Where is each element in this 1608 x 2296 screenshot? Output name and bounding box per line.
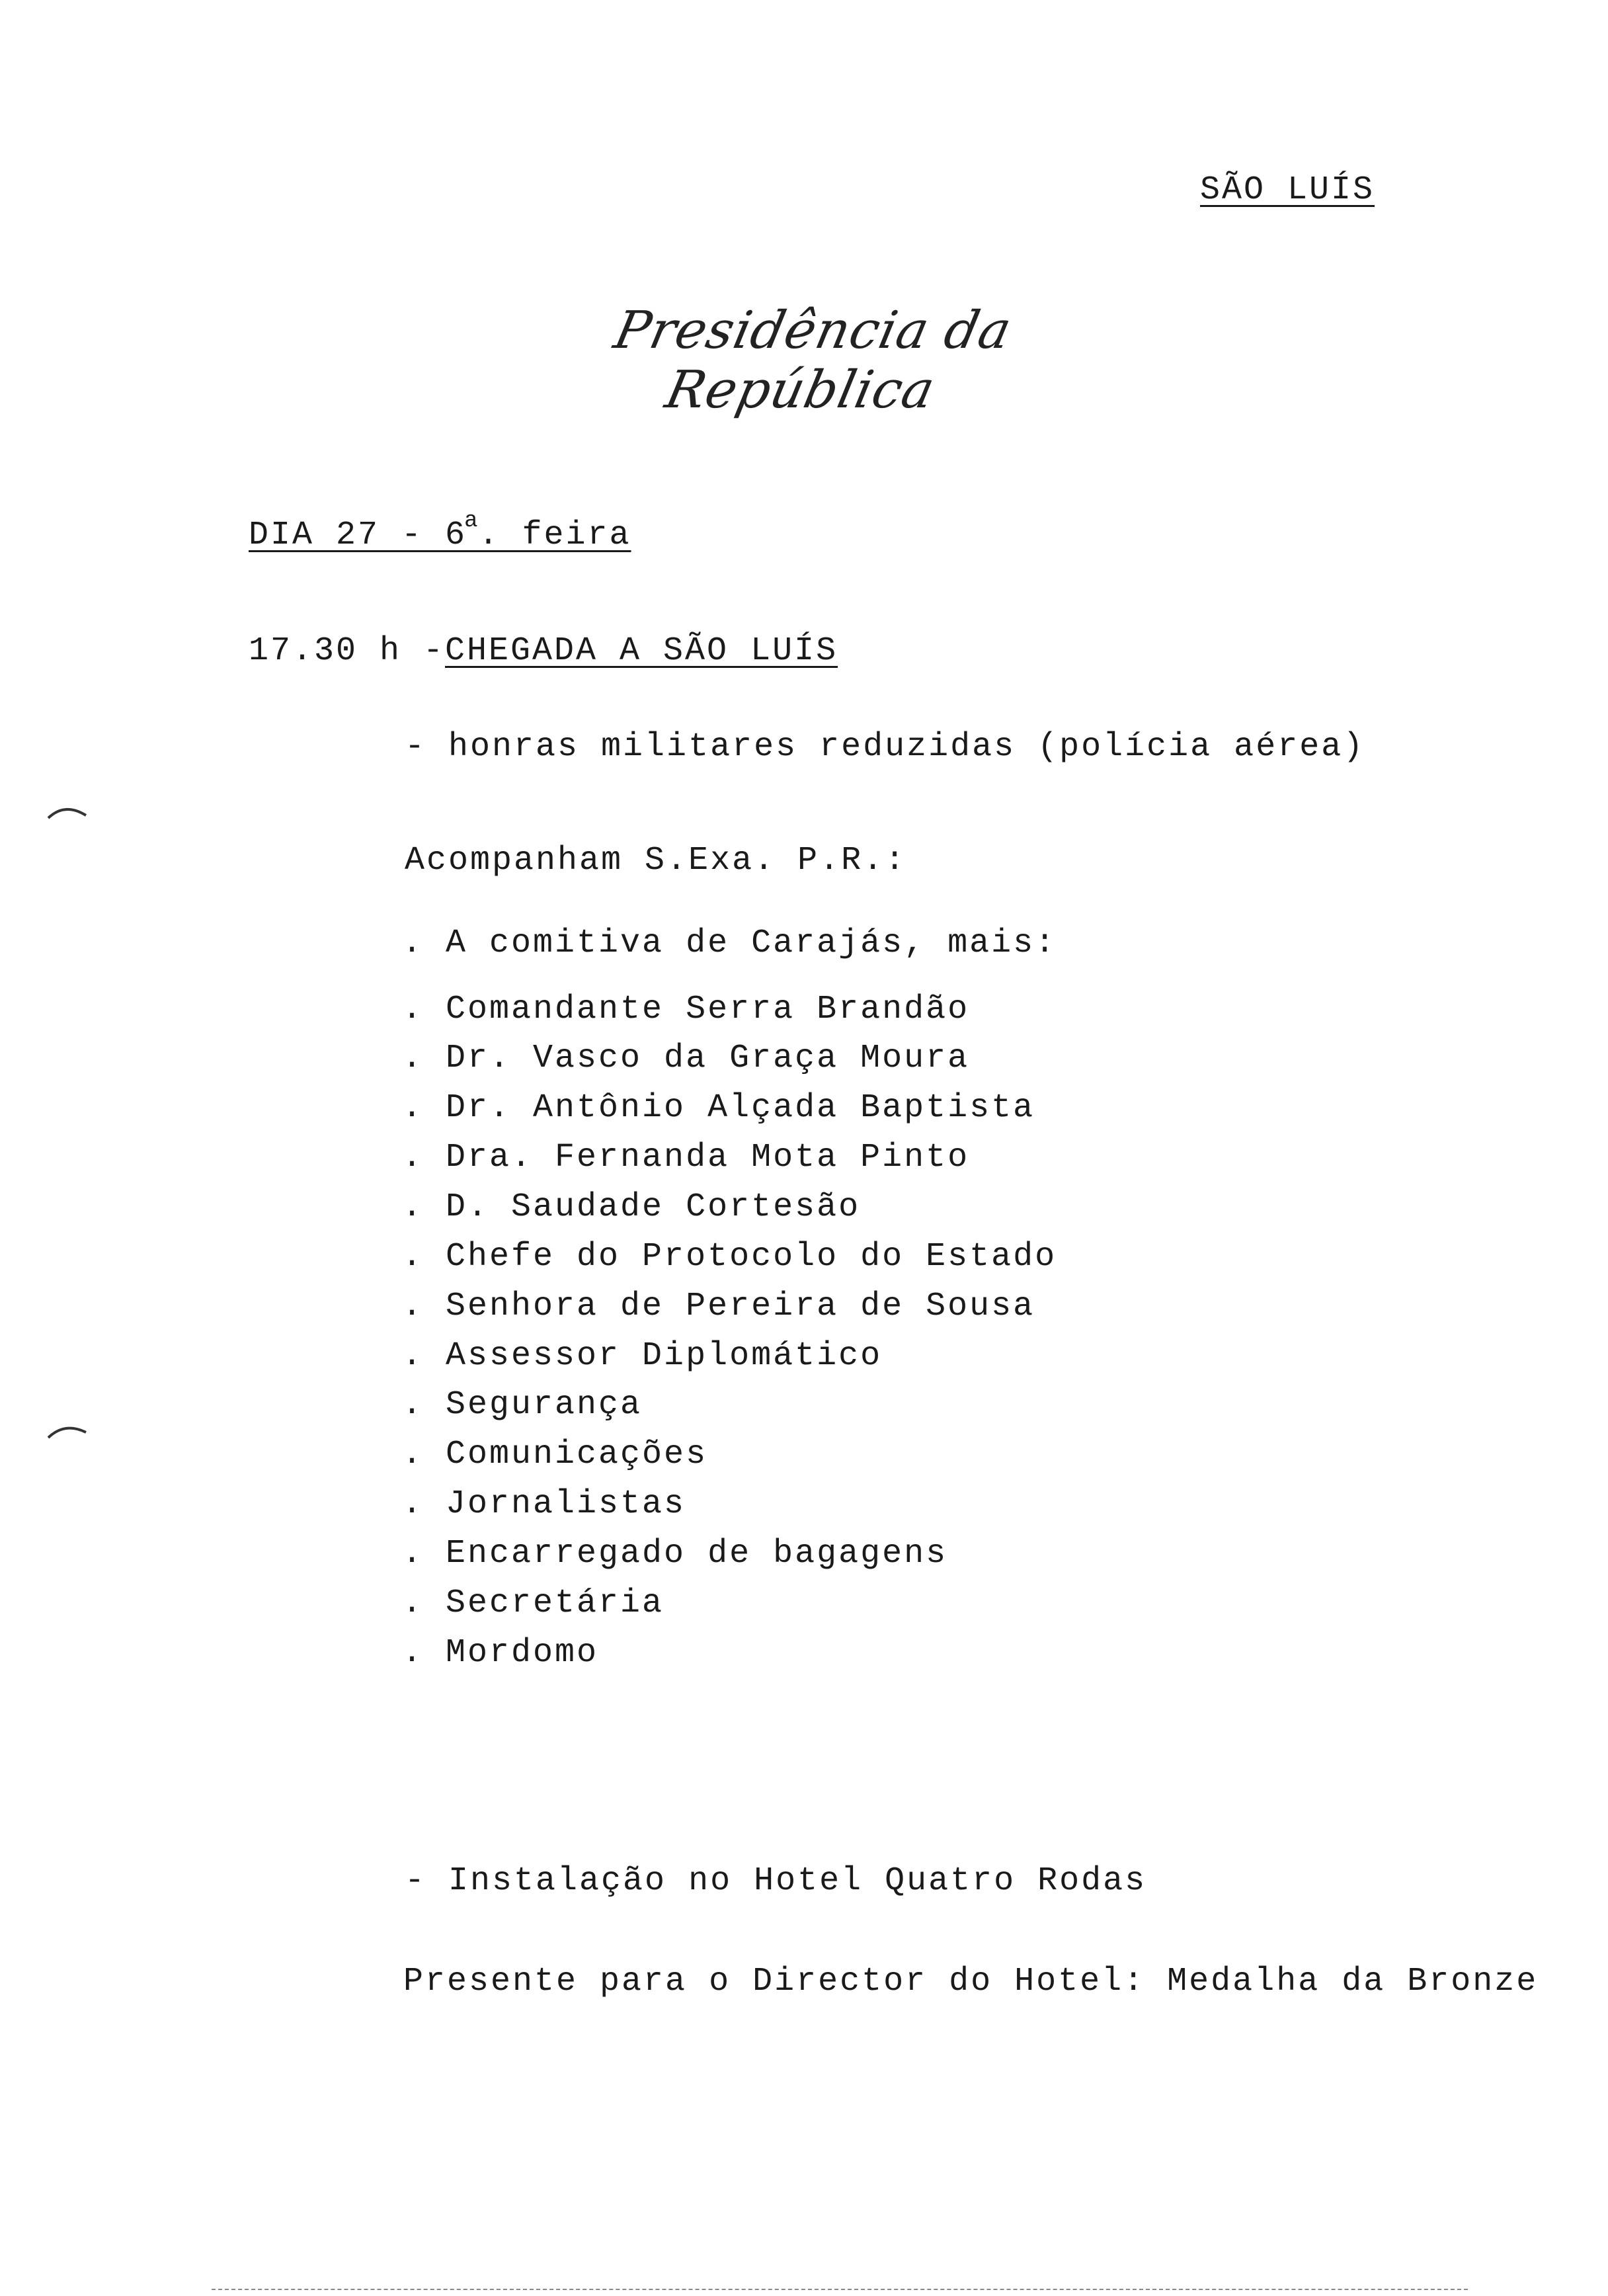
list-item: . Jornalistas bbox=[402, 1485, 686, 1523]
list-item: . Assessor Diplomático bbox=[402, 1337, 883, 1375]
list-item: . Encarregado de bagagens bbox=[402, 1535, 948, 1573]
list-item: . A comitiva de Carajás, mais: bbox=[402, 924, 1057, 962]
list-item: . Comandante Serra Brandão bbox=[402, 991, 970, 1028]
entourage-intro: Acompanham S.Exa. P.R.: bbox=[405, 842, 907, 880]
hotel-gift: Presente para o Director do Hotel: Medalha da Bronze bbox=[403, 1963, 1539, 2000]
list-item: . Dr. Vasco da Graça Moura bbox=[402, 1040, 970, 1077]
day-ordinal-sup: a bbox=[464, 509, 480, 534]
punch-mark-icon bbox=[45, 1415, 91, 1442]
list-item: . Senhora de Pereira de Sousa bbox=[402, 1288, 1035, 1325]
list-item: . Dr. Antônio Alçada Baptista bbox=[402, 1089, 1035, 1127]
punch-mark-icon bbox=[45, 797, 91, 823]
day-label-pre: DIA 27 - 6 bbox=[249, 516, 467, 554]
military-honors: - honras militares reduzidas (polícia aérea) bbox=[405, 728, 1365, 766]
page-bottom-edge bbox=[212, 2289, 1468, 2290]
letterhead: Presidência da República bbox=[609, 301, 1017, 420]
location-heading: SÃO LUÍS bbox=[1200, 171, 1375, 209]
hotel-installation: - Instalação no Hotel Quatro Rodas bbox=[405, 1862, 1147, 1900]
arrival-title: CHEGADA A SÃO LUÍS bbox=[445, 632, 838, 670]
list-item: . Comunicações bbox=[402, 1436, 708, 1473]
day-label-post: . feira bbox=[478, 516, 631, 554]
list-item: . Mordomo bbox=[402, 1634, 599, 1672]
arrival-time: 17.30 h - bbox=[249, 632, 446, 670]
list-item: . Chefe do Protocolo do Estado bbox=[402, 1238, 1057, 1276]
day-heading bbox=[249, 509, 631, 558]
list-item: . D. Saudade Cortesão bbox=[402, 1188, 861, 1226]
list-item: . Secretária bbox=[402, 1584, 664, 1622]
list-item: . Segurança bbox=[402, 1386, 643, 1424]
list-item: . Dra. Fernanda Mota Pinto bbox=[402, 1139, 970, 1176]
